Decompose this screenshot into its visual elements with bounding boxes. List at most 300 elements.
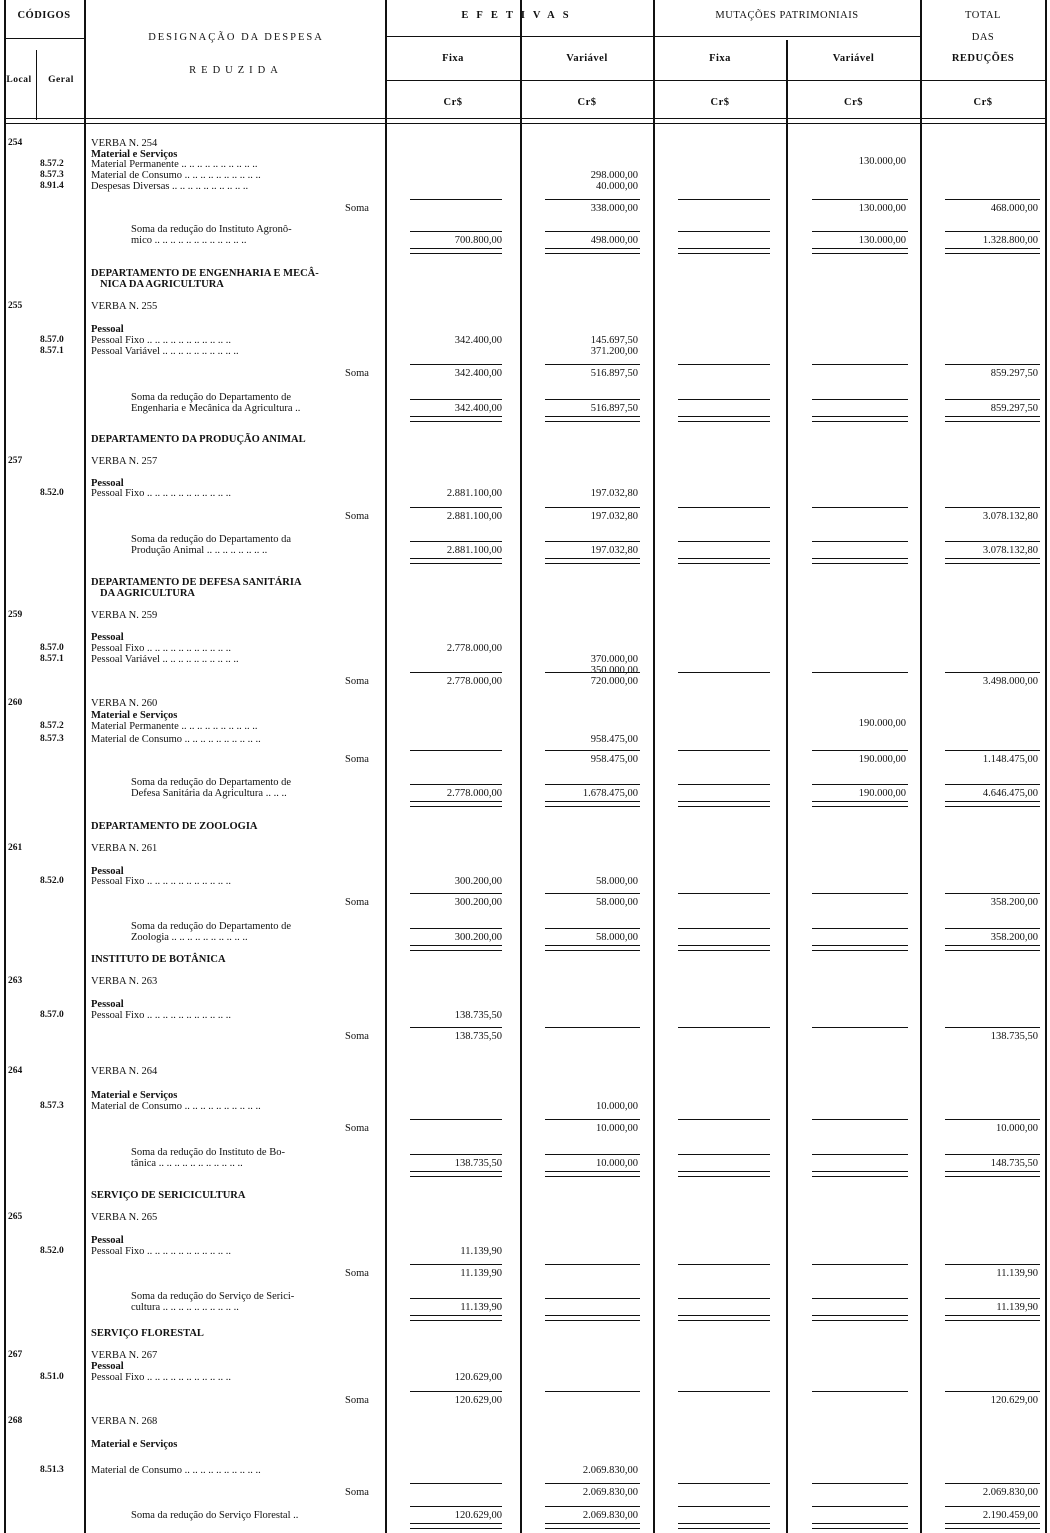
rule-evar-top (545, 1483, 640, 1484)
value-evar: 298.000,00 (590, 170, 638, 181)
rule-mfixa-mvar (786, 40, 788, 1533)
rule-desc-fixa (385, 0, 387, 1533)
rule-total-bottom (945, 248, 1040, 254)
rule-mvar-top (812, 928, 908, 929)
value-total: 1.148.475,00 (982, 754, 1038, 765)
rule-total-top (945, 1264, 1040, 1265)
rule-local-geral (36, 50, 37, 120)
rule-efix-top (410, 1264, 502, 1265)
value-efix: 11.139,90 (460, 1268, 502, 1279)
value-evar: 371.200,00 (590, 346, 638, 357)
rule-efix-bottom (410, 558, 502, 564)
rule-efix-top (410, 784, 502, 785)
value-evar: 516.897,50 (590, 368, 638, 379)
rule-mvar-top (812, 1483, 908, 1484)
value-evar: 10.000,00 (596, 1123, 638, 1134)
row-description: VERBA N. 260 (91, 698, 158, 709)
row-description: Material e Serviços (91, 1090, 178, 1101)
row-subtotal-label-cont: tânica .. .. .. .. .. .. .. .. .. .. .. (131, 1158, 243, 1169)
row-description: VERBA N. 257 (91, 456, 158, 467)
rule-total-bottom (945, 1171, 1040, 1177)
rule-efix-top (410, 1298, 502, 1299)
rule-total-top (945, 1119, 1040, 1120)
row-subtotal-label-cont: Zoologia .. .. .. .. .. .. .. .. .. .. (131, 932, 248, 943)
row-subtotal-label: Soma da redução do Departamento de (131, 921, 292, 932)
row-local-code: 257 (8, 456, 23, 466)
value-efix: 2.881.100,00 (446, 488, 502, 499)
rule-efix-top (410, 1027, 502, 1028)
rule-fixa-var (520, 0, 522, 1533)
rule-evar-top (545, 1119, 640, 1120)
row-soma-label: Soma (345, 1031, 369, 1042)
header-total-2: DAS (971, 32, 995, 43)
rule-total-top (945, 399, 1040, 400)
row-description: Material de Consumo .. .. .. .. .. .. .. .. .. .. (91, 734, 261, 745)
rule-mfix-top (678, 1119, 770, 1120)
value-efix: 138.735,50 (454, 1158, 502, 1169)
rule-efix-bottom (410, 1523, 502, 1529)
value-evar: 498.000,00 (590, 235, 638, 246)
header-currency-1: Cr$ (443, 97, 463, 108)
rule-total-top (945, 928, 1040, 929)
rule-evar-top (545, 507, 640, 508)
rule-mfix-top (678, 1027, 770, 1028)
rule-mvar-bottom (812, 558, 908, 564)
row-description: Pessoal Variável .. .. .. .. .. .. .. .. .. .. (91, 346, 239, 357)
value-evar-2: 350.000,00 (590, 665, 638, 676)
header-efetivas: EFETIVAS (461, 10, 577, 21)
row-subtotal-label-cont: Defesa Sanitária da Agricultura .. .. .. (131, 788, 287, 799)
rule-total-top (945, 231, 1040, 232)
value-evar: 370.000,00 (590, 654, 638, 665)
row-geral-code: 8.57.0 (40, 643, 64, 653)
value-efix: 138.735,50 (454, 1010, 502, 1021)
rule-total-top (945, 1483, 1040, 1484)
row-description: VERBA N. 265 (91, 1212, 158, 1223)
rule-evar-top (545, 750, 640, 751)
rule-total-top (945, 1506, 1040, 1507)
rule-evar-top (545, 1506, 640, 1507)
row-description: Pessoal Fixo .. .. .. .. .. .. .. .. .. .. .. (91, 643, 232, 654)
value-evar: 10.000,00 (596, 1158, 638, 1169)
value-evar: 2.069.830,00 (582, 1510, 638, 1521)
rule-mfix-bottom (678, 558, 770, 564)
rule-mvar-bottom (812, 1171, 908, 1177)
row-local-code: 265 (8, 1212, 23, 1222)
value-total: 1.328.800,00 (982, 235, 1038, 246)
rule-efix-bottom (410, 1315, 502, 1321)
row-description: VERBA N. 255 (91, 301, 158, 312)
rule-mvar-top (812, 1119, 908, 1120)
header-total-3: REDUÇÕES (951, 53, 1015, 64)
rule-mvar-bottom (812, 801, 908, 807)
value-efix: 342.400,00 (454, 368, 502, 379)
rule-evar-top (545, 928, 640, 929)
value-efix: 300.200,00 (454, 897, 502, 908)
value-total: 3.498.000,00 (982, 676, 1038, 687)
rule-mfix-top (678, 364, 770, 365)
value-evar: 58.000,00 (596, 876, 638, 887)
rule-efix-top (410, 231, 502, 232)
rule-mfix-top (678, 199, 770, 200)
rule-efix-top (410, 541, 502, 542)
row-local-code: 267 (8, 1350, 23, 1360)
rule-evar-top (545, 1154, 640, 1155)
rule-left (4, 0, 6, 1533)
value-efix: 2.881.100,00 (446, 545, 502, 556)
row-subtotal-label: Soma da redução do Departamento de (131, 392, 292, 403)
value-evar: 2.069.830,00 (582, 1465, 638, 1476)
value-total: 2.190.459,00 (982, 1510, 1038, 1521)
value-total: 11.139,90 (996, 1302, 1038, 1313)
value-total: 859.297,50 (990, 368, 1038, 379)
value-evar: 2.069.830,00 (582, 1487, 638, 1498)
rule-mvar-bottom (812, 1315, 908, 1321)
rule-total-top (945, 199, 1040, 200)
row-local-code: 255 (8, 301, 23, 311)
department-title-cont: DA AGRICULTURA (100, 588, 196, 599)
rule-efix-top (410, 672, 502, 673)
department-title: DEPARTAMENTO DE ENGENHARIA E MECÂ- (91, 268, 319, 279)
row-description: Material de Consumo .. .. .. .. .. .. .. .. .. .. (91, 1465, 261, 1476)
rule-mfix-top (678, 1298, 770, 1299)
value-mvar: 130.000,00 (858, 203, 906, 214)
rule-efix-top (410, 1119, 502, 1120)
row-geral-code: 8.52.0 (40, 1246, 64, 1256)
row-subtotal-label: Soma da redução do Serviço de Serici- (131, 1291, 295, 1302)
rule-mfix-top (678, 541, 770, 542)
rule-evar-bottom (545, 416, 640, 422)
rule-total-bottom (945, 1315, 1040, 1321)
rule-var-mfixa (653, 0, 655, 1533)
row-subtotal-label: Soma da redução do Serviço Florestal .. (131, 1510, 299, 1521)
rule-mvar-top (812, 893, 908, 894)
row-local-code: 268 (8, 1416, 23, 1426)
row-soma-label: Soma (345, 511, 369, 522)
value-evar: 58.000,00 (596, 932, 638, 943)
rule-evar-top (545, 541, 640, 542)
rule-evar-top (545, 399, 640, 400)
rule-mvar-top (812, 399, 908, 400)
row-soma-label: Soma (345, 676, 369, 687)
row-local-code: 263 (8, 976, 23, 986)
row-subtotal-label: Soma da redução do Departamento da (131, 534, 292, 545)
row-description: VERBA N. 263 (91, 976, 158, 987)
value-evar: 516.897,50 (590, 403, 638, 414)
rule-mfix-bottom (678, 248, 770, 254)
rule-evar-bottom (545, 248, 640, 254)
row-description: Material e Serviços (91, 1439, 178, 1450)
header-currency-3: Cr$ (710, 97, 730, 108)
value-evar: 197.032,80 (590, 488, 638, 499)
rule-efix-top (410, 399, 502, 400)
rule-mvar-bottom (812, 1523, 908, 1529)
value-total: 468.000,00 (990, 203, 1038, 214)
value-efix: 342.400,00 (454, 335, 502, 346)
rule-mvar-top (812, 672, 908, 673)
header-total-1: TOTAL (965, 10, 1001, 21)
value-efix: 120.629,00 (454, 1395, 502, 1406)
value-total: 10.000,00 (996, 1123, 1038, 1134)
rule-mvar-total (920, 0, 922, 1533)
rule-efix-bottom (410, 248, 502, 254)
rule-total-top (945, 1027, 1040, 1028)
row-description: Material e Serviços (91, 149, 178, 160)
header-geral: Geral (48, 75, 74, 85)
header-mut-fixa: Fixa (709, 53, 731, 64)
rule-total-top (945, 1154, 1040, 1155)
row-description: VERBA N. 261 (91, 843, 158, 854)
rule-mfix-top (678, 1483, 770, 1484)
row-description: Pessoal (91, 999, 124, 1010)
rule-total-bottom (945, 801, 1040, 807)
department-title: DEPARTAMENTO DE DEFESA SANITÁRIA (91, 577, 302, 588)
rule-evar-top (545, 231, 640, 232)
rule-mfix-bottom (678, 1171, 770, 1177)
rule-mvar-top (812, 1298, 908, 1299)
value-evar: 145.697,50 (590, 335, 638, 346)
row-local-code: 254 (8, 138, 23, 148)
value-mvar: 130.000,00 (858, 156, 906, 167)
row-description: Material e Serviços (91, 710, 178, 721)
row-local-code: 259 (8, 610, 23, 620)
row-subtotal-label-cont: mico .. .. .. .. .. .. .. .. .. .. .. .. (131, 235, 247, 246)
value-evar: 1.678.475,00 (582, 788, 638, 799)
rule-mfix-top (678, 893, 770, 894)
rule-efix-top (410, 507, 502, 508)
rule-header-codigos (4, 38, 84, 39)
row-geral-code: 8.52.0 (40, 488, 64, 498)
rule-efix-bottom (410, 801, 502, 807)
value-mvar: 190.000,00 (858, 788, 906, 799)
row-subtotal-label: Soma da redução do Departamento de (131, 777, 292, 788)
rule-mfix-bottom (678, 416, 770, 422)
value-evar: 197.032,80 (590, 511, 638, 522)
value-total: 3.078.132,80 (982, 545, 1038, 556)
row-description: Material Permanente .. .. .. .. .. .. .. .. .. .. (91, 721, 258, 732)
rule-efix-top (410, 1391, 502, 1392)
value-efix: 300.200,00 (454, 932, 502, 943)
rule-evar-top (545, 893, 640, 894)
value-total: 358.200,00 (990, 897, 1038, 908)
rule-efix-top (410, 893, 502, 894)
row-description: Pessoal (91, 632, 124, 643)
value-mvar: 130.000,00 (858, 235, 906, 246)
rule-mvar-bottom (812, 416, 908, 422)
value-evar: 338.000,00 (590, 203, 638, 214)
rule-mvar-top (812, 1154, 908, 1155)
row-subtotal-label: Soma da redução do Instituto de Bo- (131, 1147, 285, 1158)
row-geral-code: 8.57.2 (40, 159, 64, 169)
header-codigos: CÓDIGOS (17, 10, 71, 21)
row-description: Pessoal Fixo .. .. .. .. .. .. .. .. .. .. .. (91, 335, 232, 346)
rule-mfix-top (678, 672, 770, 673)
rule-mvar-top (812, 784, 908, 785)
value-evar: 197.032,80 (590, 545, 638, 556)
row-description: Material Permanente .. .. .. .. .. .. .. .. .. .. (91, 159, 258, 170)
rule-evar-bottom (545, 945, 640, 951)
row-geral-code: 8.57.3 (40, 1101, 64, 1111)
rule-mfix-top (678, 1391, 770, 1392)
value-total: 138.735,50 (990, 1031, 1038, 1042)
header-designacao-1: DESIGNAÇÃO DA DESPESA (148, 32, 324, 43)
rule-efix-top (410, 364, 502, 365)
rule-mfix-bottom (678, 1315, 770, 1321)
rule-mvar-top (812, 1027, 908, 1028)
rule-evar-bottom (545, 1523, 640, 1529)
rule-header-bottom (4, 118, 1046, 124)
row-description: Pessoal Variável .. .. .. .. .. .. .. .. .. .. (91, 654, 239, 665)
rule-mfix-top (678, 750, 770, 751)
header-mut-variavel: Variável (832, 53, 875, 64)
value-efix: 11.139,90 (460, 1246, 502, 1257)
row-geral-code: 8.57.1 (40, 346, 64, 356)
value-efix: 11.139,90 (460, 1302, 502, 1313)
value-efix: 120.629,00 (454, 1372, 502, 1383)
row-geral-code: 8.57.3 (40, 734, 64, 744)
rule-right (1045, 0, 1047, 1533)
value-mvar: 190.000,00 (858, 754, 906, 765)
rule-mfix-top (678, 1264, 770, 1265)
value-evar: 58.000,00 (596, 897, 638, 908)
value-evar: 720.000,00 (590, 676, 638, 687)
row-geral-code: 8.57.0 (40, 1010, 64, 1020)
row-description: VERBA N. 268 (91, 1416, 158, 1427)
rule-mfix-bottom (678, 1523, 770, 1529)
value-efix: 2.778.000,00 (446, 643, 502, 654)
rule-total-bottom (945, 558, 1040, 564)
rule-mfix-top (678, 1506, 770, 1507)
rule-mvar-bottom (812, 248, 908, 254)
rule-total-top (945, 893, 1040, 894)
rule-total-top (945, 672, 1040, 673)
row-description: Material de Consumo .. .. .. .. .. .. .. .. .. .. (91, 170, 261, 181)
row-subtotal-label-cont: Produção Animal .. .. .. .. .. .. .. .. (131, 545, 268, 556)
department-title-cont: NICA DA AGRICULTURA (100, 279, 224, 290)
value-efix: 700.800,00 (454, 235, 502, 246)
row-description: Pessoal (91, 1361, 124, 1372)
header-designacao-2: REDUZIDA (189, 65, 283, 76)
row-soma-label: Soma (345, 1487, 369, 1498)
rule-efix-bottom (410, 1171, 502, 1177)
value-efix: 342.400,00 (454, 403, 502, 414)
row-description: Pessoal (91, 324, 124, 335)
value-efix: 120.629,00 (454, 1510, 502, 1521)
department-title: DEPARTAMENTO DA PRODUÇÃO ANIMAL (91, 434, 306, 445)
rule-geral-desc (84, 0, 86, 1533)
row-geral-code: 8.57.0 (40, 335, 64, 345)
rule-mvar-top (812, 1391, 908, 1392)
row-description: Pessoal Fixo .. .. .. .. .. .. .. .. .. .. .. (91, 1246, 232, 1257)
rule-total-top (945, 364, 1040, 365)
rule-mvar-bottom (812, 945, 908, 951)
row-description: Pessoal Fixo .. .. .. .. .. .. .. .. .. .. .. (91, 1010, 232, 1021)
row-soma-label: Soma (345, 203, 369, 214)
row-geral-code: 8.57.3 (40, 170, 64, 180)
rule-evar-top (545, 784, 640, 785)
row-soma-label: Soma (345, 754, 369, 765)
header-variavel: Variável (566, 53, 608, 64)
rule-mfix-top (678, 928, 770, 929)
rule-evar-bottom (545, 558, 640, 564)
row-description: Pessoal Fixo .. .. .. .. .. .. .. .. .. .. .. (91, 1372, 232, 1383)
value-total: 859.297,50 (990, 403, 1038, 414)
rule-evar-top (545, 199, 640, 200)
header-fixa: Fixa (442, 53, 464, 64)
rule-evar-top (545, 1298, 640, 1299)
rule-mvar-top (812, 199, 908, 200)
rule-efix-top (410, 1154, 502, 1155)
value-efix: 2.778.000,00 (446, 676, 502, 687)
row-soma-label: Soma (345, 1268, 369, 1279)
rule-evar-top (545, 672, 640, 673)
row-soma-label: Soma (345, 1395, 369, 1406)
rule-mvar-top (812, 364, 908, 365)
value-evar: 10.000,00 (596, 1101, 638, 1112)
rule-header-efetivas (386, 36, 920, 37)
rule-efix-bottom (410, 416, 502, 422)
rule-total-top (945, 750, 1040, 751)
rule-mfix-top (678, 399, 770, 400)
value-evar: 40.000,00 (596, 181, 638, 192)
rule-mfix-top (678, 231, 770, 232)
value-total: 358.200,00 (990, 932, 1038, 943)
rule-efix-top (410, 750, 502, 751)
value-total: 3.078.132,80 (982, 511, 1038, 522)
department-title: SERVIÇO FLORESTAL (91, 1328, 204, 1339)
value-total: 11.139,90 (996, 1268, 1038, 1279)
value-total: 2.069.830,00 (982, 1487, 1038, 1498)
row-soma-label: Soma (345, 897, 369, 908)
rule-mfix-top (678, 507, 770, 508)
rule-mfix-top (678, 1154, 770, 1155)
value-evar: 958.475,00 (590, 734, 638, 745)
rule-evar-bottom (545, 801, 640, 807)
department-title: DEPARTAMENTO DE ZOOLOGIA (91, 821, 258, 832)
rule-total-bottom (945, 1523, 1040, 1529)
row-local-code: 264 (8, 1066, 23, 1076)
value-efix: 300.200,00 (454, 876, 502, 887)
row-subtotal-label-cont: Engenharia e Mecânica da Agricultura .. (131, 403, 301, 414)
rule-mvar-top (812, 1506, 908, 1507)
value-evar: 958.475,00 (590, 754, 638, 765)
rule-efix-top (410, 1483, 502, 1484)
rule-mfix-top (678, 784, 770, 785)
row-local-code: 260 (8, 698, 23, 708)
row-geral-code: 8.51.0 (40, 1372, 64, 1382)
value-total: 148.735,50 (990, 1158, 1038, 1169)
rule-evar-bottom (545, 1171, 640, 1177)
rule-evar-top (545, 1391, 640, 1392)
rule-efix-top (410, 199, 502, 200)
row-geral-code: 8.91.4 (40, 181, 64, 191)
rule-mvar-top (812, 750, 908, 751)
rule-efix-top (410, 1506, 502, 1507)
rule-mvar-top (812, 507, 908, 508)
rule-efix-top (410, 928, 502, 929)
rule-total-top (945, 541, 1040, 542)
header-local: Local (6, 75, 32, 85)
value-total: 120.629,00 (990, 1395, 1038, 1406)
rule-evar-top (545, 1027, 640, 1028)
rule-total-top (945, 784, 1040, 785)
row-description: VERBA N. 254 (91, 138, 158, 149)
row-geral-code: 8.51.3 (40, 1465, 64, 1475)
rule-mvar-top (812, 1264, 908, 1265)
row-geral-code: 8.52.0 (40, 876, 64, 886)
header-mutacoes: MUTAÇÕES PATRIMONIAIS (715, 10, 859, 21)
rule-total-bottom (945, 416, 1040, 422)
